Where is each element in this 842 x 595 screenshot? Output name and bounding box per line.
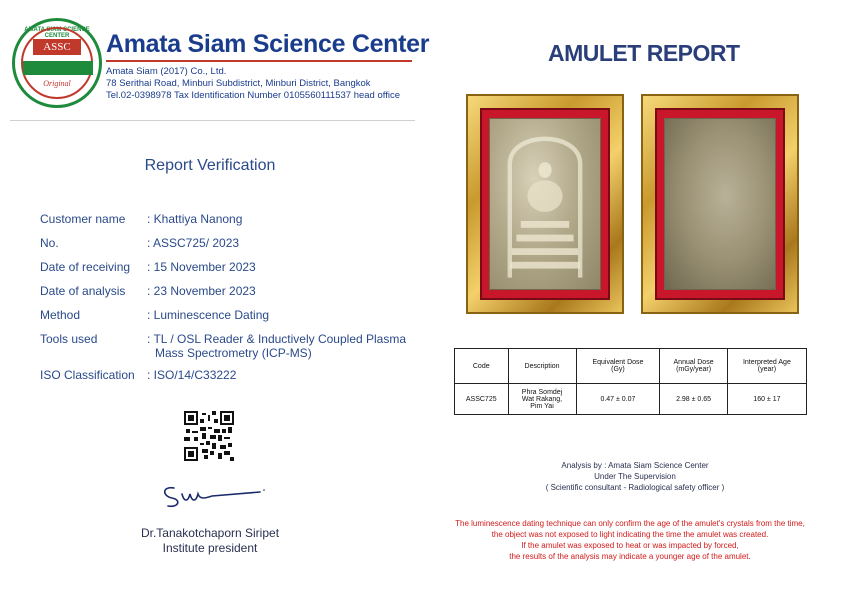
signature-image (160, 482, 270, 512)
frame-mat (655, 108, 785, 300)
signatory-name: Dr.Tanakotchaporn Siripet (140, 526, 280, 540)
company-legal-name: Amata Siam (2017) Co., Ltd. (106, 66, 227, 77)
logo-sub-text: Original (43, 79, 71, 88)
amulet-front-frame (466, 94, 624, 314)
header-equivalent-dose: Equivalent Dose (Gy) (576, 349, 660, 384)
report-title: AMULET REPORT (548, 40, 740, 66)
amulet-front-image (489, 118, 601, 290)
tools-used-value-line2: Mass Spectrometry (ICP-MS) (155, 346, 312, 360)
analysis-by: Analysis by : Amata Siam Science Center (561, 461, 709, 470)
date-receiving-value: : 15 November 2023 (147, 260, 256, 274)
company-name: Amata Siam Science Center (106, 30, 430, 58)
logo-ring-text: AMATA SIAM SCIENCE CENTER (24, 27, 90, 39)
cell-equivalent-dose: 0.47 ± 0.07 (576, 384, 660, 415)
date-receiving-label: Date of receiving (40, 260, 131, 274)
report-number-label: No. (40, 236, 59, 250)
cell-code: ASSC725 (455, 384, 509, 415)
frame-mat (480, 108, 610, 300)
amulet-relief-drawing (490, 119, 600, 289)
disclaimer-line-2: the object was not exposed to light indicating the time the amulet was created. (491, 530, 769, 539)
tools-used-label: Tools used (40, 332, 98, 346)
customer-name-label: Customer name (40, 212, 126, 226)
amulet-back-image (664, 118, 776, 290)
method-label: Method (40, 308, 81, 322)
analysis-consultant: ( Scientific consultant - Radiological safety officer ) (545, 483, 725, 492)
company-contact: Tel.02-0398978 Tax Identification Number 0105560111537 head office (106, 90, 401, 101)
method-value: : Luminescence Dating (147, 308, 270, 322)
verification-title: Report Verification (144, 157, 276, 174)
cell-interpreted-age: 160 ± 17 (727, 384, 806, 415)
table-header-row (455, 349, 807, 384)
iso-classification-value: : ISO/14/C33222 (147, 368, 237, 382)
report-number-value: : ASSC725/ 2023 (147, 236, 240, 250)
disclaimer-line-3: If the amulet was exposed to heat or was impacted by forced, (521, 541, 739, 550)
iso-classification-label: ISO Classification (40, 368, 135, 382)
company-address: 78 Serithai Road, Minburi Subdistrict, Minburi District, Bangkok (106, 78, 371, 89)
cell-annual-dose: 2.98 ± 0.65 (660, 384, 727, 415)
customer-name-value: : Khattiya Nanong (147, 212, 243, 226)
logo-band (23, 61, 93, 75)
date-analysis-label: Date of analysis (40, 284, 126, 298)
logo-assc-text: ASSC (33, 39, 81, 55)
results-table (454, 348, 807, 415)
cell-description: Phra Somdej Wat Rakang, Pim Yai (508, 384, 576, 415)
verification-qr-code[interactable] (184, 411, 234, 461)
header-description: Description (508, 349, 576, 384)
tools-used-value: : TL / OSL Reader & Inductively Coupled Plasma (147, 332, 407, 346)
header-annual-dose: Annual Dose (mGy/year) (660, 349, 727, 384)
disclaimer-line-4: the results of the analysis may indicate a younger age of the amulet. (509, 552, 751, 561)
table-row (455, 384, 807, 415)
date-analysis-value: : 23 November 2023 (147, 284, 256, 298)
header-divider (10, 120, 415, 121)
amulet-back-frame (641, 94, 799, 314)
header-interpreted-age: Interpreted Age (year) (727, 349, 806, 384)
disclaimer-line-1: The luminescence dating technique can only confirm the age of the amulet's crystals from the time, (455, 519, 805, 528)
title-underline (106, 60, 412, 62)
header-code: Code (455, 349, 509, 384)
signatory-title: Institute president (162, 541, 258, 555)
company-logo (12, 18, 102, 108)
analysis-supervision: Under The Supervision (594, 472, 676, 481)
